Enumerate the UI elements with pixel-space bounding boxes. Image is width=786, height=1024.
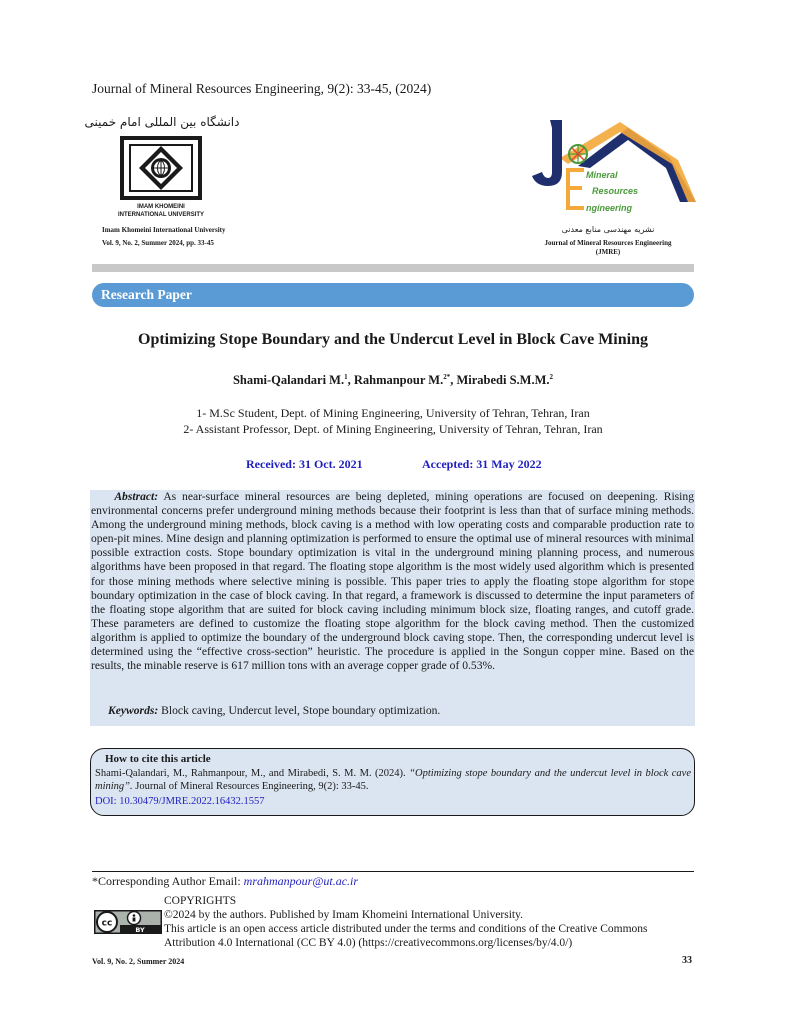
- university-badge-line1: IMAM KHOMEINI: [137, 204, 185, 210]
- abstract-body: [91, 490, 694, 673]
- jmre-word-mineral: Mineral: [586, 170, 618, 180]
- university-badge-line2: INTERNATIONAL UNIVERSITY: [117, 212, 205, 218]
- affiliation-1: 1- M.Sc Student, Dept. of Mining Engineering, University of Tehran, Tehran, Iran: [196, 406, 590, 420]
- citation-doi-link[interactable]: DOI: 10.30479/JMRE.2022.16432.1557: [95, 796, 265, 807]
- by-badge-text: BY: [135, 926, 145, 934]
- jmre-word-resources: Resources: [592, 186, 639, 196]
- keywords-line: [108, 704, 440, 717]
- university-name: Imam Khomeini International University: [102, 226, 226, 234]
- citation-body: [95, 767, 691, 793]
- jmre-logo: [520, 118, 696, 216]
- author-name: Rahmanpour M.: [353, 373, 444, 388]
- cc-badge-text: cc: [101, 918, 113, 929]
- abstract-label: Abstract:: [114, 490, 159, 503]
- citation-authors: Shami-Qalandari, M., Rahmanpour, M., and Mirabedi, S. M. M. (2024).: [95, 768, 406, 779]
- citation-title: “Optimizing stope boundary and the undercut level in block cave mining”.: [95, 768, 692, 792]
- journal-english-name-line: Journal of Mineral Resources Engineering: [544, 239, 672, 247]
- affiliation-2: 2- Assistant Professor, Dept. of Mining Engineering, University of Tehran, Tehran, Iran: [183, 422, 603, 436]
- keywords-text: Block caving, Undercut level, Stope boundary optimization.: [161, 704, 441, 717]
- paper-title: Optimizing Stope Boundary and the Undercut Level in Block Cave Mining: [138, 331, 648, 348]
- corresponding-author: [92, 874, 358, 889]
- received-date: Received: 31 Oct. 2021: [246, 457, 363, 471]
- copyright-heading: COPYRIGHTS: [164, 895, 237, 907]
- citation-heading: How to cite this article: [105, 753, 211, 765]
- university-calligraphy: دانشگاه بین المللی امام خمینی: [84, 115, 240, 129]
- corresponding-email-link[interactable]: mrahmanpour@ut.ac.ir: [243, 874, 359, 888]
- author-mark: 1: [344, 373, 348, 381]
- author-mark: 2: [549, 373, 554, 381]
- footer-page-number: 33: [682, 955, 692, 966]
- cc-by-license-badge[interactable]: [94, 910, 162, 934]
- jmre-letter-j: [532, 120, 562, 186]
- keywords-label: Keywords:: [108, 704, 159, 717]
- journal-abbrev: (JMRE): [595, 248, 621, 256]
- author-name: Mirabedi S.M.M.: [456, 373, 550, 388]
- section-label-research-paper: Research Paper: [92, 283, 694, 307]
- abstract-text: As near-surface mineral resources are being depleted, mining operations are focused on deepening. Rising environmental concerns prefer underground mining methods because their footprint is less than that of surface mining methods. Among the underground mining methods, block caving is a method with low operating costs and comparable production rate to open-pit mines. Mine design and planning optimization is performed to ensure the optimal use of mineral resources with minimal possible extraction costs. Stope boundary optimization is vital in the underground mining planning process, and numerous algorithms have been proposed in that regard. The floating stope algorithm is the most widely used algorithm which is presented for those mining methods where selective mining is possible. This paper tries to apply the floating stope algorithm for stope boundary optimization in the case of block caving. In that regard, a framework is discussed to determine the input parameters of the floating stope algorithm that are suited for block caving including minimum block size, floating ranges, and cutoff grade. These parameters are defined to customize the floating stope algorithm for the block caving method. Then the customized algorithm is applied to optimize the boundary of the underground block caving stope. Then, the corresponding undercut level is determined using the “effective cross-section” heuristic. The procedure is applied in the Songun copper mine. Based on the results, the minable reserve is 617 million tons with an average copper grade of 0.53%.: [91, 490, 694, 673]
- corresponding-label: *Corresponding Author Email:: [92, 874, 241, 888]
- jmre-letter-e: [566, 168, 584, 210]
- journal-citation-line: Journal of Mineral Resources Engineering, 9(2): 33-45, (2024): [92, 81, 432, 96]
- journal-english-name: [520, 239, 696, 257]
- header-divider-bar: [92, 264, 694, 272]
- university-logo: [84, 110, 240, 222]
- footnote-rule: [92, 871, 694, 872]
- journal-persian-name: نشریه مهندسی منابع معدنی: [561, 225, 655, 234]
- copyright-line-1: ©2024 by the authors. Published by Imam Khomeini International University.: [164, 909, 524, 921]
- footer-volume: Vol. 9, No. 2, Summer 2024: [92, 957, 185, 966]
- jmre-word-engineering: ngineering: [586, 203, 633, 213]
- citation-source: Journal of Mineral Resources Engineering, 9(2): 33-45.: [135, 781, 369, 792]
- volume-info: Vol. 9, No. 2, Summer 2024, pp. 33-45: [102, 239, 214, 247]
- author-name: Shami-Qalandari M.: [232, 373, 345, 388]
- copyright-line-3: Attribution 4.0 International (CC BY 4.0) (https://creativecommons.org/licenses/by/4.0/): [164, 937, 573, 949]
- copyright-line-2: This article is an open access article distributed under the terms and conditions of the Creative Commons: [164, 923, 648, 935]
- accepted-date: Accepted: 31 May 2022: [422, 457, 542, 471]
- author-list: Shami-Qalandari M.$^1$, Rahmanpour M.$^{2*}$, Mirabedi S.M.M.$^2$: [232, 373, 554, 388]
- author-mark: 2*: [443, 373, 451, 381]
